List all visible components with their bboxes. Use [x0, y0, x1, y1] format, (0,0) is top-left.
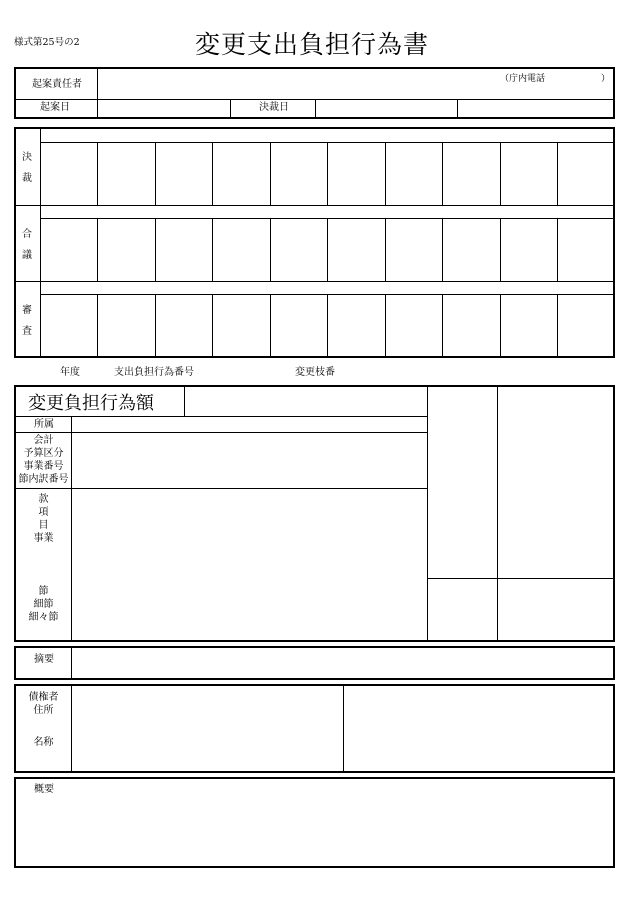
creditor-label-2: 住所: [33, 705, 54, 716]
item-label-2: 項: [38, 507, 49, 518]
budget-item-field[interactable]: [72, 489, 427, 640]
fiscal-year-label: 年度: [60, 367, 80, 378]
affiliation-field[interactable]: [72, 417, 427, 432]
draft-date-field[interactable]: [98, 100, 230, 117]
amount-section: [14, 385, 615, 642]
creditor-field[interactable]: [72, 686, 343, 771]
expenditure-number-label: 支出負担行為番号: [114, 367, 194, 378]
item-label-3: 目: [38, 520, 49, 531]
approval-label-shinsa-2: 査: [22, 326, 32, 337]
phone-close: ）: [601, 74, 611, 84]
section-label-2: 細節: [33, 599, 54, 610]
page-title: 変更支出負担行為書: [195, 30, 430, 59]
creditor-box: [14, 684, 615, 773]
overview-field[interactable]: [16, 779, 613, 866]
overview-label: 概要: [34, 784, 54, 795]
approval-label-shinsa-1: 審: [22, 305, 32, 316]
accounting-label-3: 事業番号: [23, 461, 64, 472]
approval-grid: [14, 127, 615, 358]
amount-field[interactable]: [185, 387, 427, 416]
approval-label-kessai-1: 決: [22, 152, 32, 163]
decision-date-label: 決裁日: [259, 102, 289, 113]
form-number: 様式第25号の2: [14, 37, 80, 48]
item-label-1: 款: [38, 494, 49, 505]
creditor-extra-field[interactable]: [344, 686, 613, 771]
approval-label-gougi-1: 合: [22, 229, 32, 240]
summary-field[interactable]: [72, 648, 613, 678]
drafter-label: 起案責任者: [32, 79, 82, 90]
accounting-field[interactable]: [72, 433, 427, 488]
accounting-label-4: 節内訳番号: [18, 474, 69, 485]
decision-date-field[interactable]: [316, 100, 457, 117]
draft-date-label: 起案日: [40, 102, 70, 113]
change-branch-label: 変更枝番: [295, 367, 335, 378]
creditor-name-label: 名称: [33, 737, 54, 748]
creditor-label-1: 債権者: [28, 692, 59, 703]
summary-box: [14, 646, 615, 680]
header-box: [14, 67, 615, 119]
amount-heading: 変更負担行為額: [28, 393, 154, 414]
approval-label-kessai-2: 裁: [22, 173, 32, 184]
approval-label-gougi-2: 議: [22, 250, 32, 261]
accounting-label-2: 予算区分: [23, 448, 64, 459]
item-label-4: 事業: [33, 533, 54, 544]
phone-label: （庁内電話: [500, 74, 546, 84]
section-label-1: 節: [38, 586, 49, 597]
overview-box: [14, 777, 615, 868]
affiliation-label: 所属: [34, 419, 54, 430]
summary-label: 摘要: [34, 654, 54, 665]
section-label-3: 細々節: [28, 612, 59, 623]
accounting-label-1: 会計: [33, 435, 54, 446]
